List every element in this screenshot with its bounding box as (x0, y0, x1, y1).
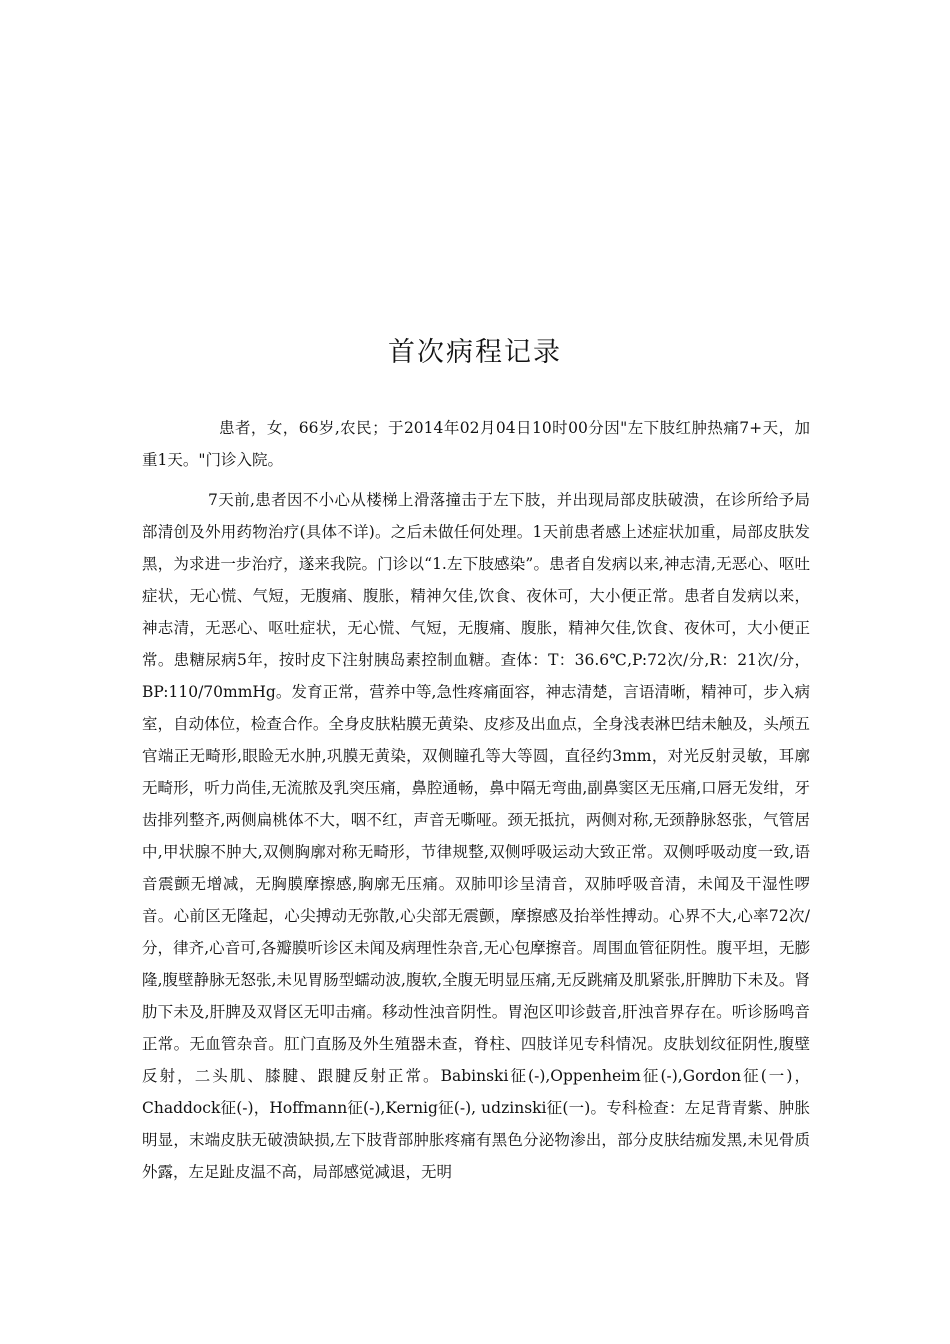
document-title: 首次病程记录 (388, 337, 562, 368)
document-body (142, 412, 810, 1188)
paragraph-history-exam: 7天前,患者因不小心从楼梯上滑落撞击于左下肢，并出现局部皮肤破溃，在诊所给予局部清创及外用药物治疗(具体不详)。之后未做任何处理。1天前患者感上述症状加重，局部皮肤发黑，为求进一步治疗，遂来我院。门诊以“1.左下肢感染”。患者自发病以来,神志清,无恶心、呕吐症状，无心慌、气短，无腹痛、腹胀，精神欠佳,饮食、夜休可，大小便正常。患者自发病以来，神志清，无恶心、呕吐症状，无心慌、气短，无腹痛、腹胀，精神欠佳,饮食、夜休可，大小便正常。患糖尿病5年，按时皮下注射胰岛素控制血糖。查体：T：36.6℃,P:72次/分,R：21次/分，BP:110/70mmHg。发育正常，营养中等,急性疼痛面容，神志清楚，言语清晰，精神可，步入病室，自动体位，检查合作。全身皮肤粘膜无黄染、皮疹及出血点，全身浅表淋巴结未触及，头颅五官端正无畸形,眼睑无水肿,巩膜无黄染，双侧瞳孔等大等圆，直径约3mm，对光反射灵敏，耳廓无畸形，听力尚佳,无流脓及乳突压痛，鼻腔通畅，鼻中隔无弯曲,副鼻窦区无压痛,口唇无发绀，牙齿排列整齐,两侧扁桃体不大，咽不红，声音无嘶哑。颈无抵抗，两侧对称,无颈静脉怒张，气管居中,甲状腺不肿大,双侧胸廓对称无畸形，节律规整,双侧呼吸运动大致正常。双侧呼吸动度一致,语音震颤无增减，无胸膜摩擦感,胸廓无压痛。双肺叩诊呈清音，双肺呼吸音清，未闻及干湿性啰音。心前区无隆起，心尖搏动无弥散,心尖部无震颤，摩擦感及抬举性搏动。心界不大,心率72次/分，律齐,心音可,各瓣膜听诊区未闻及病理性杂音,无心包摩擦音。周围血管征阴性。腹平坦，无膨隆,腹壁静脉无怒张,未见胃肠型蠕动波,腹软,全腹无明显压痛,无反跳痛及肌紧张,肝脾肋下未及。肾肋下未及,肝脾及双肾区无叩击痛。移动性浊音阴性。胃泡区叩诊鼓音,肝浊音界存在。听诊肠鸣音正常。无血管杂音。肛门直肠及外生殖器未查，脊柱、四肢详见专科情况。皮肤划纹征阴性,腹壁反射，二头肌、膝腱、跟腱反射正常。Babinski征(-),Oppenheim征(-),Gordon征(一)，Chaddock征(-)，Hoffmann征(-),Kernig征(-), udzinski征(一)。专科检查：左足背青紫、肿胀明显，末端皮肤无破溃缺损,左下肢背部肿胀疼痛有黑色分泌物渗出，部分皮肤结痂发黑,未见骨质外露，左足趾皮温不高，局部感觉减退，无明 (142, 491, 810, 1181)
paragraph-admission: 患者，女，66岁,农民；于2014年02月04日10时00分因"左下肢红肿热痛7+天，加重1天。"门诊入院。 (142, 419, 810, 469)
